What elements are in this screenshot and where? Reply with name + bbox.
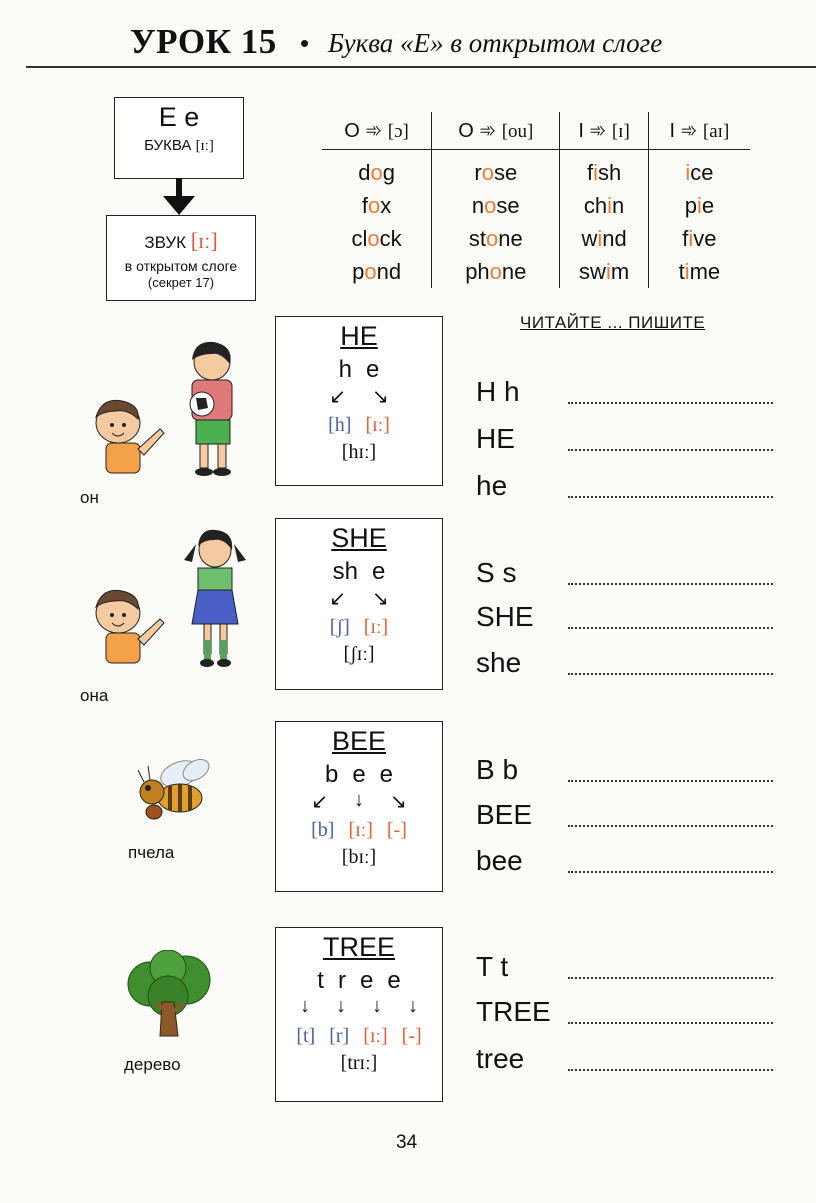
arrow-icon: ↓ <box>408 995 418 1017</box>
sound-symbol: [-] <box>401 1025 422 1047</box>
writing-line[interactable] <box>568 627 773 629</box>
letter-label-line <box>115 137 243 155</box>
word-part: nd <box>376 258 402 284</box>
sound-label: ЗВУК <box>144 233 187 252</box>
letter: e <box>359 967 374 994</box>
writing-line[interactable] <box>568 825 773 827</box>
sound-symbol: [b] <box>311 819 335 841</box>
word-part: r <box>474 159 482 185</box>
boy-with-ball-illustration <box>176 340 246 480</box>
highlighted-vowel: o <box>489 258 502 284</box>
table-cell <box>322 189 432 222</box>
practice-word: SHE <box>476 601 534 632</box>
table-cell <box>432 150 560 190</box>
boy-pointing-illustration <box>88 395 168 480</box>
highlighted-vowel: o <box>484 192 497 218</box>
arrow-icon: ↘ <box>372 588 389 610</box>
word-part: ve <box>693 225 717 251</box>
sound-symbol: [r] <box>329 1025 350 1047</box>
letter: e <box>372 558 386 585</box>
writing-line[interactable] <box>568 1022 773 1024</box>
word-box-bee <box>275 721 443 892</box>
practice-word: he <box>476 470 508 501</box>
word-part: n <box>612 192 625 218</box>
letter-sounds <box>276 414 442 437</box>
practice-word: tree <box>476 1043 525 1074</box>
letter: sh <box>332 558 358 585</box>
table-row <box>322 189 750 222</box>
writing-line[interactable] <box>568 780 773 782</box>
arrow-icon: ↙ <box>329 588 346 610</box>
letter-arrows <box>276 384 442 410</box>
letter-arrows <box>276 789 442 815</box>
sound-symbol: [ɪː] <box>365 414 390 436</box>
table-row <box>322 255 750 288</box>
word-translation: дерево <box>124 1055 181 1074</box>
arrow-icon: ➾ <box>680 120 698 142</box>
arrow-icon: ↓ <box>336 995 346 1017</box>
word-part: f <box>682 225 689 251</box>
highlighted-vowel: i <box>696 192 702 218</box>
letter-sounds <box>276 1025 442 1048</box>
vowel-sound-table <box>322 112 750 288</box>
table-body <box>322 150 750 289</box>
table-cell <box>322 255 432 288</box>
word-box-he <box>275 316 443 486</box>
table-cell <box>322 222 432 255</box>
arrow-icon: ➾ <box>365 120 383 142</box>
girl-illustration <box>180 528 250 673</box>
letter: t <box>317 967 324 994</box>
highlighted-vowel: i <box>684 258 690 284</box>
highlighted-vowel: i <box>685 159 691 185</box>
letter: e <box>352 761 366 788</box>
sound-symbol: [-] <box>386 819 407 841</box>
word-transcription: [trɪː] <box>340 1052 378 1074</box>
bee-illustration <box>130 752 215 827</box>
lesson-title: УРОК 15 <box>130 22 277 61</box>
letter-arrows <box>276 586 442 612</box>
table-cell <box>322 150 432 190</box>
highlighted-vowel: i <box>688 225 694 251</box>
word-part: ck <box>379 225 402 251</box>
word-translation: она <box>80 686 109 705</box>
arrow-icon: ↓ <box>354 789 364 811</box>
table-cell <box>648 189 750 222</box>
word-part: se <box>496 192 520 218</box>
practice-word: bee <box>476 845 523 876</box>
sound-symbol: [t] <box>296 1025 316 1047</box>
sound-symbol: [ɪː] <box>363 616 389 638</box>
word-part: g <box>382 159 395 185</box>
word-box-she <box>275 518 443 690</box>
highlighted-vowel: o <box>367 225 380 251</box>
word-transcription: [bɪː] <box>341 846 377 868</box>
word-letters <box>276 558 442 586</box>
highlighted-vowel: o <box>481 159 494 185</box>
word-part: st <box>468 225 486 251</box>
letter-box <box>114 97 244 179</box>
word-box-tree <box>275 927 443 1102</box>
word-part: d <box>358 159 371 185</box>
table-cell <box>432 189 560 222</box>
word-part: se <box>493 159 518 185</box>
highlighted-vowel: i <box>607 192 613 218</box>
word-part: ce <box>690 159 714 185</box>
highlighted-vowel: o <box>364 258 377 284</box>
down-arrow-icon <box>159 178 199 216</box>
letter: h <box>338 356 352 383</box>
table-row <box>322 150 750 190</box>
writing-line[interactable] <box>568 871 773 873</box>
writing-line[interactable] <box>568 1069 773 1071</box>
writing-line[interactable] <box>568 496 773 498</box>
highlighted-vowel: o <box>370 159 383 185</box>
word-transcription: [ʃɪː] <box>343 643 375 665</box>
practice-word: T t <box>476 951 509 982</box>
word-part: p <box>684 192 697 218</box>
table-cell <box>560 255 648 288</box>
sound-symbol: [ʃ] <box>329 616 350 638</box>
letter-sounds <box>276 616 442 639</box>
arrow-icon: ↘ <box>372 386 389 408</box>
sound-symbol: [ɪː] <box>190 228 218 253</box>
arrow-icon: ↙ <box>311 791 328 813</box>
arrow-icon: ↓ <box>300 995 310 1017</box>
writing-line[interactable] <box>568 583 773 585</box>
writing-line[interactable] <box>568 449 773 451</box>
page-number: 34 <box>396 1132 418 1153</box>
table-cell <box>648 255 750 288</box>
letter: e <box>366 356 380 383</box>
arrow-icon: ↙ <box>329 386 346 408</box>
practice-word: H h <box>476 376 520 407</box>
sound-note: в открытом слоге <box>124 258 238 274</box>
word-part: ph <box>465 258 490 284</box>
sound-symbol: [ɪː] <box>348 819 373 841</box>
boy-pointing-illustration <box>88 585 168 670</box>
letter-pair: E e <box>158 102 200 132</box>
practice-word: TREE <box>476 996 551 1027</box>
word-part: sw <box>579 258 606 284</box>
word-title: HE <box>340 321 378 351</box>
table-header: I ➾ [ɪ] <box>560 112 648 150</box>
letter: r <box>337 967 346 994</box>
highlighted-vowel: i <box>605 258 611 284</box>
word-part: t <box>678 258 685 284</box>
practice-word: HE <box>476 423 515 454</box>
practice-word: BEE <box>476 799 533 830</box>
table-cell <box>648 150 750 190</box>
table-cell <box>432 222 560 255</box>
arrow-icon: ↘ <box>390 791 407 813</box>
table-cell <box>560 189 648 222</box>
word-part: sh <box>597 159 622 185</box>
sound-box <box>106 215 256 301</box>
word-part: ne <box>501 258 527 284</box>
writing-line[interactable] <box>568 977 773 979</box>
word-part: n <box>471 192 485 218</box>
letter-symbol: [ɪː] <box>195 138 214 154</box>
word-title: SHE <box>331 523 387 553</box>
writing-line[interactable] <box>568 673 773 675</box>
table-header: O ➾ [ɔ] <box>322 112 432 150</box>
practice-word: she <box>476 647 522 678</box>
title-separator: • <box>300 28 310 58</box>
sound-secret: (секрет 17) <box>147 275 215 290</box>
word-part: ch <box>583 192 608 218</box>
read-write-heading: ЧИТАЙТЕ ... ПИШИТЕ <box>520 313 706 332</box>
highlighted-vowel: i <box>597 225 603 251</box>
word-part: p <box>352 258 365 284</box>
table-row <box>322 222 750 255</box>
word-letters <box>276 761 442 789</box>
word-part: m <box>610 258 630 284</box>
sound-symbol: [h] <box>328 414 352 436</box>
practice-word: B b <box>476 754 519 785</box>
word-transcription: [hɪː] <box>341 441 377 463</box>
highlighted-vowel: o <box>368 192 381 218</box>
highlighted-vowel: i <box>593 159 598 185</box>
arrow-icon: ➾ <box>589 120 607 142</box>
table-header: I ➾ [aɪ] <box>648 112 750 150</box>
table-cell <box>648 222 750 255</box>
word-part: w <box>581 225 598 251</box>
word-title: TREE <box>322 932 395 962</box>
practice-word: S s <box>476 557 517 588</box>
word-part: cl <box>351 225 368 251</box>
letter-label: БУКВА <box>144 137 192 154</box>
word-translation: пчела <box>128 843 175 862</box>
word-letters <box>276 356 442 384</box>
word-part: nd <box>602 225 627 251</box>
word-translation: он <box>80 488 99 507</box>
table-cell <box>432 255 560 288</box>
table-cell <box>560 150 648 190</box>
lesson-subtitle: Буква «Е» в открытом слоге <box>328 28 663 58</box>
word-part: f <box>361 192 369 218</box>
arrow-icon: ➾ <box>479 120 497 142</box>
letter: e <box>387 967 401 994</box>
word-part: e <box>701 192 715 218</box>
letter: e <box>379 761 394 788</box>
word-part: x <box>380 192 392 218</box>
letter-arrows <box>276 995 442 1021</box>
tree-illustration <box>122 950 217 1040</box>
word-part: ne <box>498 225 523 251</box>
word-letters <box>276 967 442 995</box>
highlighted-vowel: o <box>486 225 499 251</box>
sound-label-line <box>107 228 255 254</box>
table-cell <box>560 222 648 255</box>
word-part: f <box>586 159 594 185</box>
arrow-icon: ↓ <box>372 995 382 1017</box>
header-divider <box>26 66 816 68</box>
word-title: BEE <box>331 726 387 756</box>
table-header: O ➾ [ou] <box>432 112 560 150</box>
writing-line[interactable] <box>568 402 773 404</box>
sound-symbol: [ɪː] <box>363 1025 388 1047</box>
letter-sounds <box>276 819 442 842</box>
letter: b <box>324 761 339 788</box>
word-part: me <box>689 258 721 284</box>
